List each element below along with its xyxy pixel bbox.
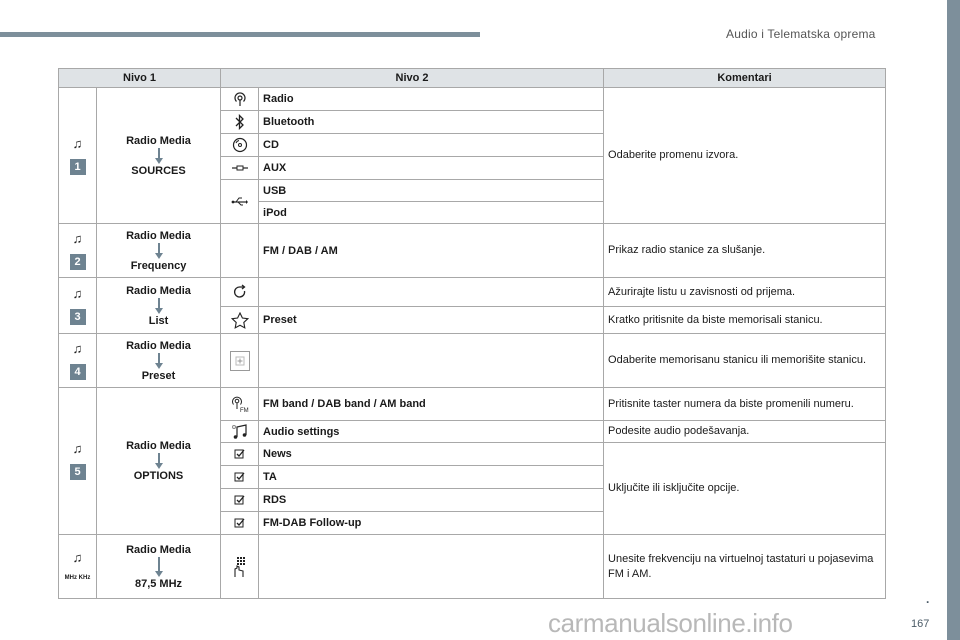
table-row — [59, 278, 886, 307]
level1-icon-cell — [59, 88, 97, 224]
level1-top-label: Radio Media — [126, 440, 191, 452]
header-nivo-1: Nivo 1 — [59, 69, 221, 88]
table-row — [59, 535, 886, 599]
header-nivo-2: Nivo 2 — [221, 69, 604, 88]
table-row — [59, 88, 886, 111]
music-note-icon: ♫ — [72, 340, 83, 356]
level2-label: Preset — [259, 307, 604, 334]
level1-top-label: Radio Media — [126, 339, 191, 352]
preset-add-icon — [221, 334, 259, 388]
level1-top-label: Radio Media — [126, 284, 191, 297]
usb-icon — [221, 180, 259, 224]
comment-cell: Unesite frekvenciju na virtuelnoj tastaturi u pojasevima FM i AM. — [604, 535, 886, 599]
comment-cell: Prikaz radio stanice za slušanje. — [604, 224, 886, 278]
svg-text:FM: FM — [239, 408, 249, 413]
header-komentari: Komentari — [604, 69, 886, 88]
level1-top-label: Radio Media — [126, 543, 191, 556]
table-row — [59, 334, 886, 388]
comment-cell: Ažurirajte listu u zavisnosti od prijema. — [604, 278, 886, 307]
level1-bottom-label: Frequency — [130, 259, 187, 272]
comment-cell: Pritisnite taster numera da biste promenili numeru. — [604, 388, 886, 421]
fm-radio-icon — [221, 388, 259, 421]
arrow-down-icon — [155, 557, 163, 577]
level2-label: USB — [259, 180, 604, 202]
checkbox-icon — [221, 443, 259, 466]
keypad-icon — [221, 535, 259, 599]
cd-icon — [221, 134, 259, 157]
comment-cell: Uključite ili isključite opcije. — [604, 443, 886, 535]
comment-cell: Kratko pritisnite da biste memorisali stanicu. — [604, 307, 886, 334]
level2-label: Radio — [259, 88, 604, 111]
level2-label: TA — [259, 466, 604, 489]
level2-label: RDS — [259, 489, 604, 512]
menu-table — [58, 68, 886, 599]
step-badge: 5 — [70, 464, 86, 480]
step-badge: 2 — [70, 254, 86, 270]
arrow-down-icon — [155, 148, 163, 164]
page-number: 167 — [911, 618, 930, 630]
step-badge: 1 — [70, 159, 86, 175]
empty-icon-cell — [221, 224, 259, 278]
mhz-khz-icon: MHz KHz — [64, 575, 91, 581]
right-edge-strip — [947, 0, 960, 640]
level1-label-cell — [97, 388, 221, 535]
level2-label — [259, 535, 604, 599]
checkbox-icon — [221, 512, 259, 535]
level1-bottom-label: Preset — [141, 369, 176, 382]
level1-bottom-label: 87,5 MHz — [134, 577, 183, 590]
arrow-down-icon — [155, 243, 163, 259]
comment-cell: Podesite audio podešavanja. — [604, 421, 886, 443]
level2-label: News — [259, 443, 604, 466]
level1-icon-cell — [59, 224, 97, 278]
level1-label-cell — [97, 224, 221, 278]
level1-icon-cell — [59, 278, 97, 334]
star-icon — [221, 307, 259, 334]
level1-top-label: Radio Media — [126, 134, 191, 147]
level1-icon-cell — [59, 334, 97, 388]
refresh-icon — [221, 278, 259, 307]
level2-label: iPod — [259, 202, 604, 224]
comment-cell: Odaberite memorisanu stanicu ili memorišite stanicu. — [604, 334, 886, 388]
arrow-down-icon — [155, 453, 163, 469]
arrow-down-icon — [155, 298, 163, 314]
table-row — [59, 388, 886, 421]
level2-label: CD — [259, 134, 604, 157]
level1-label-cell — [97, 278, 221, 334]
watermark: carmanualsonline.info — [548, 608, 793, 638]
step-badge: 4 — [70, 364, 86, 380]
bluetooth-icon — [221, 111, 259, 134]
music-note-icon: ♫ — [72, 285, 83, 301]
page-dots: . — [926, 592, 930, 606]
level2-label: Audio settings — [259, 421, 604, 443]
level2-label: FM-DAB Follow-up — [259, 512, 604, 535]
checkbox-icon — [221, 489, 259, 512]
aux-icon — [221, 157, 259, 180]
level2-label: Bluetooth — [259, 111, 604, 134]
audio-settings-icon — [221, 421, 259, 443]
level1-bottom-label: SOURCES — [131, 164, 186, 177]
level1-label-cell — [97, 535, 221, 599]
comment-cell: Odaberite promenu izvora. — [604, 88, 886, 224]
radio-icon — [221, 88, 259, 111]
level1-label-cell — [97, 334, 221, 388]
checkbox-icon — [221, 466, 259, 489]
level1-label-cell — [97, 88, 221, 224]
section-title: Audio i Telematska oprema — [726, 27, 876, 41]
music-note-icon: ♫ — [72, 135, 83, 151]
table-row — [59, 224, 886, 278]
level2-label: FM band / DAB band / AM band — [259, 388, 604, 421]
level1-bottom-label: List — [148, 314, 169, 327]
level2-label: FM / DAB / AM — [259, 224, 604, 278]
level1-icon-cell — [59, 388, 97, 535]
level2-label — [259, 334, 604, 388]
top-accent-bar — [0, 32, 480, 37]
level1-bottom-label: OPTIONS — [133, 470, 184, 482]
music-note-icon: ♫ — [72, 550, 83, 565]
table-header-row — [59, 69, 886, 88]
level2-label: AUX — [259, 157, 604, 180]
step-badge: 3 — [70, 309, 86, 325]
music-note-icon: ♫ — [72, 230, 83, 246]
level1-icon-cell — [59, 535, 97, 599]
arrow-down-icon — [155, 353, 163, 369]
level2-label — [259, 278, 604, 307]
level1-top-label: Radio Media — [126, 229, 191, 242]
music-note-icon: ♫ — [72, 441, 83, 456]
